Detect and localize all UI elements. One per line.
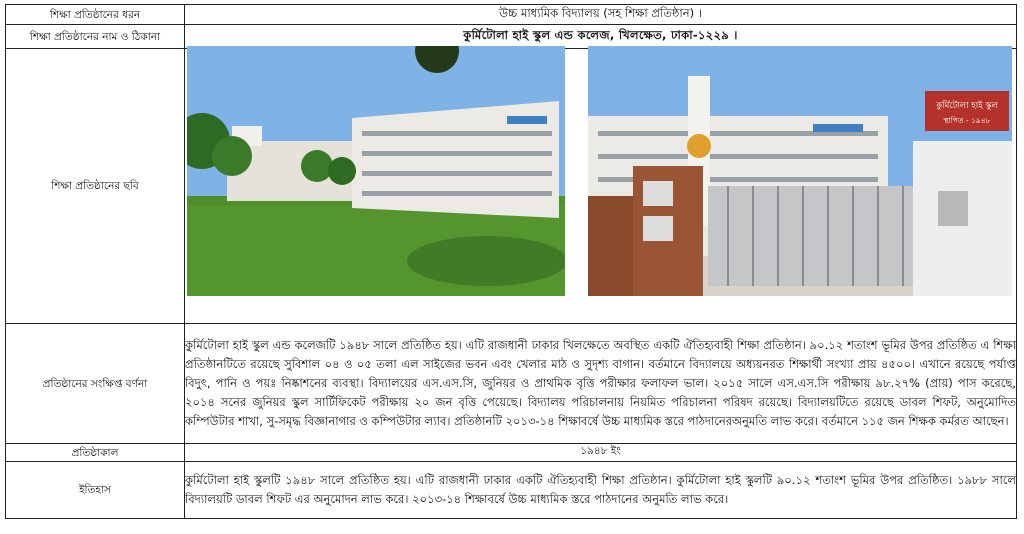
value-institution-name: কুর্মিটোলা হাই স্কুল এন্ড কলেজ, খিলক্ষেত, ঢাকা-১২২৯ ।: [185, 25, 1017, 49]
row-established: [6, 444, 1017, 462]
label-history: ইতিহাস: [6, 462, 185, 519]
school-signboard: [925, 91, 1009, 131]
label-institution-name: শিক্ষা প্রতিষ্ঠানের নাম ও ঠিকানা: [6, 25, 185, 49]
label-established: প্রতিষ্ঠাকাল: [6, 444, 185, 462]
row-institution-name: [6, 25, 1017, 49]
value-history: কুর্মিটোলা হাই স্কুলটি ১৯৪৮ সালে প্রতিষ্ঠিত হয়। এটি রাজধানী ঢাকার একটি ঐতিহ্যবাহী শিক্ষা প্রতিষ্ঠান। কুর্মিটোলা হাই স্কুলটি ৯০.১২ শতাংশ ভূমির উপর প্রতিষ্ঠিত। ১৯৮৮ সালে বিদ্যালয়টি ডাবল শিফট এর অনুমোদন লাভ করে। ২০১৩-১৪ শিক্ষাবর্ষে উচ্চ মাধ্যমিক স্তরে পাঠদানের অনুমতি লাভ করে।: [185, 462, 1017, 519]
label-institution-type: শিক্ষা প্রতিষ্ঠানের ধরন: [6, 5, 185, 25]
label-description: প্রতিষ্ঠানের সংক্ষিপ্ত বর্ণনা: [6, 324, 185, 444]
campus-field-photo: [187, 46, 565, 296]
value-institution-type: উচ্চ মাধ্যমিক বিদ্যালয় (সহ শিক্ষা প্রতিষ্ঠান) ।: [185, 5, 1017, 25]
row-description: [6, 324, 1017, 444]
value-established: ১৯৪৮ ইং: [185, 444, 1017, 462]
signboard-title: কুর্মিটোলা হাই স্কুল: [936, 101, 998, 111]
value-description: কুর্মিটোলা হাই স্কুল এন্ড কলেজটি ১৯৪৮ সালে প্রতিষ্ঠিত হয়। এটি রাজধানী ঢাকার খিলক্ষেতে অবস্থিত একটি ঐতিহ্যবাহী শিক্ষা প্রতিষ্ঠান। ৯০.১২ শতাংশ ভূমির উপর প্রতিষ্ঠিত এ শিক্ষা প্রতিষ্ঠানটিতে রয়েছে সুবিশাল ০৪ ও ০৫ তলা এল সাইজের ভবন এবং খেলার মাঠ ও সুদৃশ্য বাগান। বর্তমানে বিদ্যালয়ে অধ্যয়নরত শিক্ষার্থী সংখ্যা প্রায় ৪৫০০। এখানে রয়েছে পর্যাপ্ত বিদুৎ, পানি ও পয়ঃ নিষ্কাশনের ব্যবস্থা। বিদ্যালয়ের এস.এস.সি, জুনিয়র ও প্রাথমিক বৃত্তি পরীক্ষার ফলাফল ভাল। ২০১৫ সালে এস.এস.সি পরীক্ষায় ৯৮.২৭% (প্রায়) পাস করেছে, ২০১৪ সনের জুনিয়র স্কুল সার্টিফিকেট পরীক্ষায় ২০ জন বৃত্তি পেয়েছে। বিদ্যালয় পরিচালনায় নিয়মিত পরিচালনা পরিষদ রয়েছে। বিদ্যালয়টিতে রয়েছে ডাবল শিফট, অনুমোদিত কম্পিউটার শাখা, সু-সমৃদ্ধ বিজ্ঞানাগার ও কম্পিউটার ল্যাব। প্রতিষ্ঠানটি ২০১৩-১৪ শিক্ষাবর্ষে উচ্চ মাধ্যমিক স্তরে পাঠদানেরঅনুমতি লাভ করে। বর্তমানে ১১৫ জন শিক্ষক কর্মরত আছেন।: [185, 324, 1017, 444]
signboard-established: স্থাপিত - ১৯৪৮: [943, 116, 991, 125]
school-gate-photo: [588, 46, 1012, 296]
label-institution-photo: শিক্ষা প্রতিষ্ঠানের ছবি: [6, 49, 185, 324]
row-institution-type: [6, 5, 1017, 25]
row-history: [6, 462, 1017, 519]
